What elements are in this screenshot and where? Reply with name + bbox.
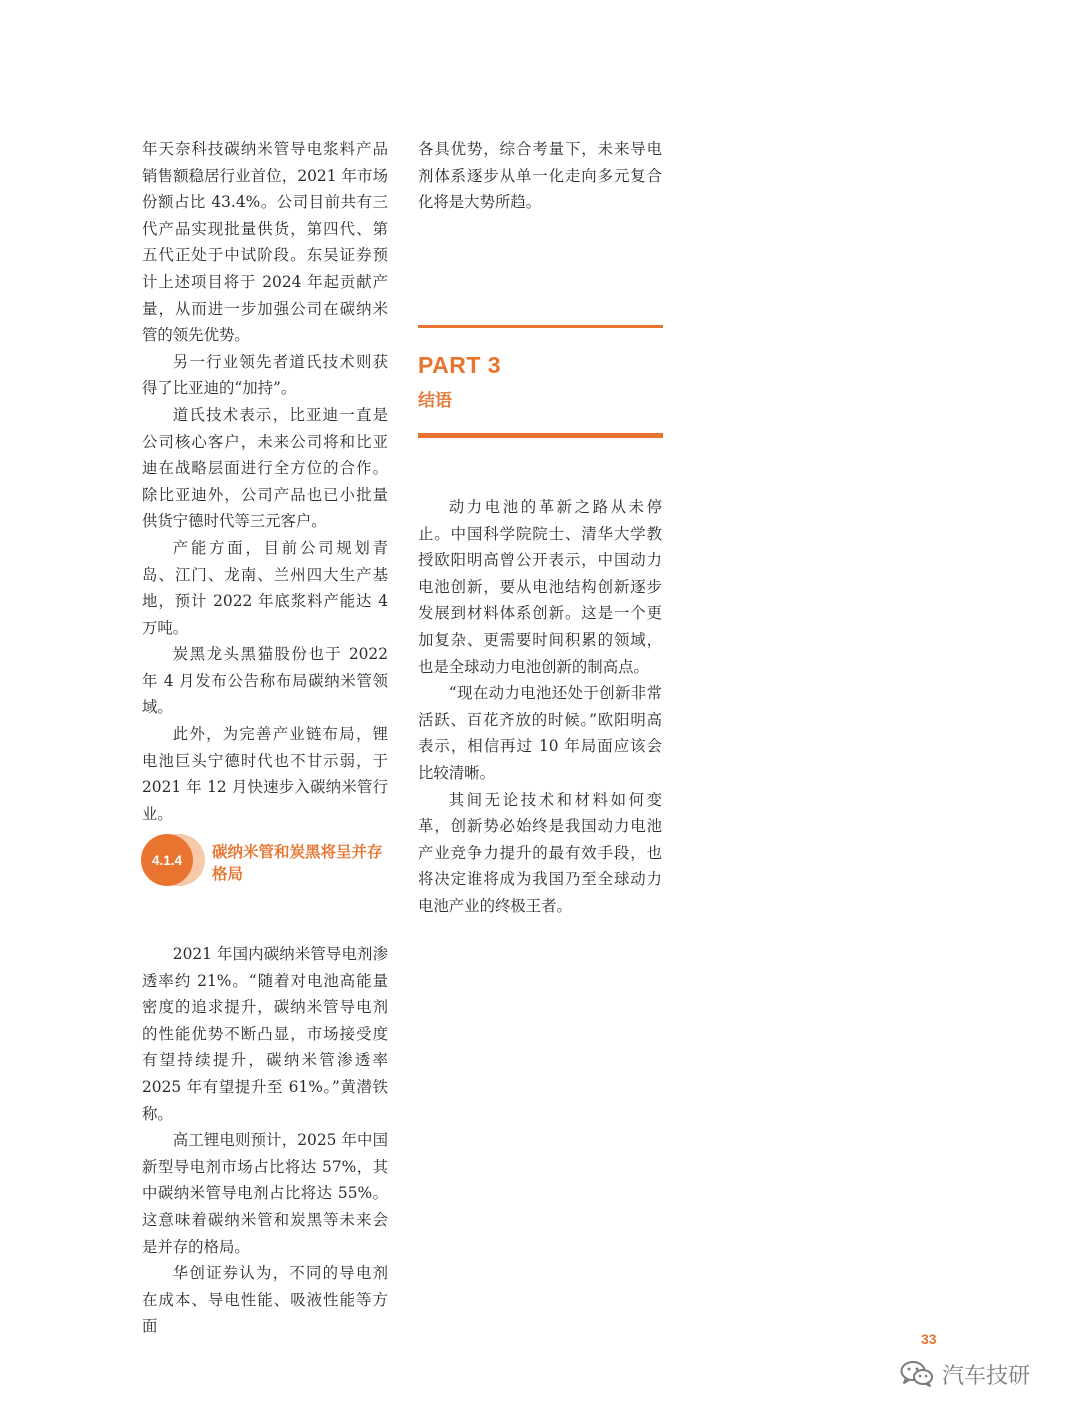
left-column-bottom-text — [142, 941, 388, 1340]
part-subtitle: 结语 — [418, 391, 452, 410]
part-divider-bottom — [418, 433, 663, 438]
watermark-text: 汽车技研 — [942, 1363, 1031, 1389]
wechat-icon — [900, 1360, 934, 1388]
body-paragraph: 其间无论技术和材料如何变革，创新势必始终是我国动力电池产业竞争力提升的最有效手段，也将决定谁将成为我国乃至全球动力电池产业的终极王者。 — [418, 790, 662, 915]
section-number: 4.1.4 — [141, 834, 193, 886]
part-divider-top — [418, 325, 663, 328]
body-paragraph: 道氏技术表示，比亚迪一直是公司核心客户，未来公司将和比亚迪在战略层面进行全方位的合作。除比亚迪外，公司产品也已小批量供货宁德时代等三元客户。 — [142, 405, 388, 531]
body-paragraph: 各具优势，综合考量下，未来导电剂体系逐步从单一化走向多元复合化将是大势所趋。 — [418, 140, 662, 212]
body-paragraph: “现在动力电池还处于创新非常活跃、百花齐放的时候。”欧阳明高表示，相信再过 10 年局面应该会比较清晰。 — [418, 684, 662, 782]
body-paragraph: 年天奈科技碳纳米管导电浆料产品销售额稳居行业首位，2021 年市场份额占比 43.4%。公司目前共有三代产品实现批量供货，第四代、第五代正处于中试阶段。东吴证券预计上述项目将于 2024 年起贡献产量，从而进一步加强公司在碳纳米管的领先优势。 — [142, 140, 388, 345]
body-paragraph: 产能方面，目前公司规划青岛、江门、龙南、兰州四大生产基地，预计 2022 年底浆料产能达 4 万吨。 — [142, 538, 388, 637]
left-column-top-text — [142, 136, 388, 827]
body-paragraph: 此外，为完善产业链布局，锂电池巨头宁德时代也不甘示弱，于 2021 年 12 月快速步入碳纳米管行业。 — [142, 725, 388, 823]
body-paragraph: 华创证券认为，不同的导电剂在成本、导电性能、吸液性能等方面 — [142, 1264, 388, 1336]
section-title: 碳纳米管和炭黑将呈并存格局 — [212, 844, 383, 883]
body-paragraph: 2021 年国内碳纳米管导电剂渗透率约 21%。“随着对电池高能量密度的追求提升，碳纳米管导电剂的性能优势不断凸显，市场接受度有望持续提升，碳纳米管渗透率 2025 年有望提升至 61%。”黄潜铁称。 — [142, 945, 388, 1123]
watermark — [900, 1356, 1030, 1392]
right-column-top-text — [418, 136, 662, 216]
right-column-bottom-text — [418, 494, 662, 920]
body-paragraph: 炭黑龙头黑猫股份也于 2022 年 4 月发布公告称布局碳纳米管领域。 — [142, 645, 388, 717]
section-number-badge — [141, 834, 201, 886]
body-paragraph: 动力电池的革新之路从未停止。中国科学院院士、清华大学教授欧阳明高曾公开表示，中国动力电池创新，要从电池结构创新逐步发展到材料体系创新。这是一个更加复杂、更需要时间积累的领域，也是全球动力电池创新的制高点。 — [418, 498, 662, 676]
part-heading: PART 3 — [418, 352, 502, 378]
page-number: 33 — [921, 1331, 937, 1347]
body-paragraph: 另一行业领先者道氏技术则获得了比亚迪的“加持”。 — [142, 352, 388, 398]
body-paragraph: 高工锂电则预计，2025 年中国新型导电剂市场占比将达 57%，其中碳纳米管导电剂占比将达 55%。这意味着碳纳米管和炭黑等未来会是并存的格局。 — [142, 1131, 388, 1256]
